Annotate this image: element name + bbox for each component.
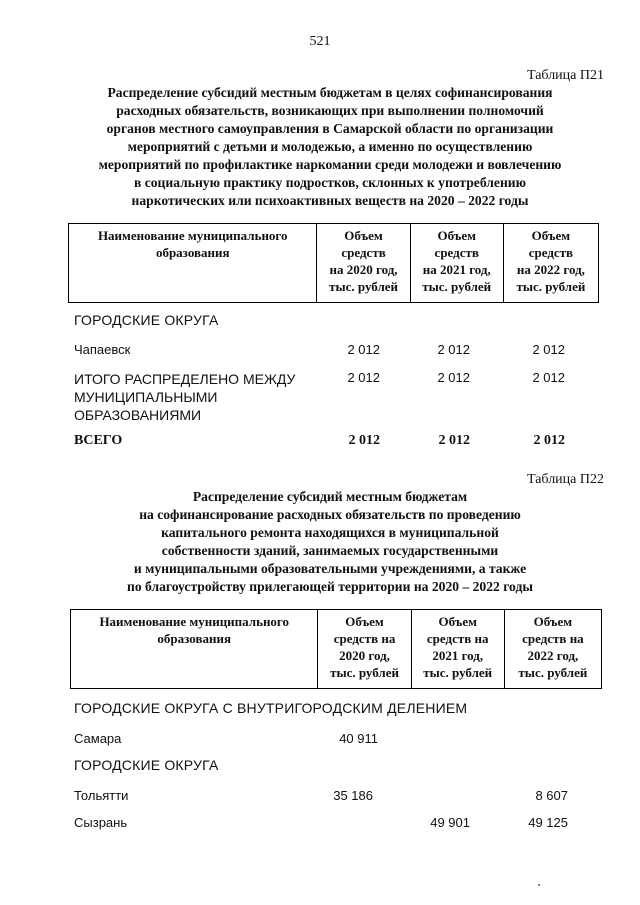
cell-2022: 8 607 xyxy=(535,788,568,803)
header-name: Наименование муниципального образования xyxy=(69,224,317,303)
title-line: наркотических или психоактивных веществ на 2020 – 2022 годы xyxy=(131,193,529,208)
row-name-samara: Самара xyxy=(74,731,122,746)
cell-2021: 2 012 xyxy=(438,433,470,448)
cell-2021: 2 012 xyxy=(437,342,470,357)
header-name: Наименование муниципального образования xyxy=(71,610,318,689)
cell-2020: 40 911 xyxy=(339,731,378,746)
table-label-p22: Таблица П22 xyxy=(527,472,604,487)
title-line: органов местного самоуправления в Самарской области по организации xyxy=(106,121,554,136)
header-2020: Объем средств на 2020 год, тыс. рублей xyxy=(318,610,411,689)
cell-2020: 35 186 xyxy=(333,788,373,803)
header-2021: Объем средств на 2021 год, тыс. рублей xyxy=(411,610,504,689)
section-header: ГОРОДСКИЕ ОКРУГА xyxy=(74,312,219,328)
scan-speck xyxy=(538,884,540,886)
row-name-total: ВСЕГО xyxy=(74,433,123,448)
title-line: Распределение субсидий местным бюджетам в целях софинансирования xyxy=(107,85,553,100)
title-line: в социальную практику подростков, склонных к употреблению xyxy=(133,175,527,190)
row-name-chapaevsk: Чапаевск xyxy=(74,342,131,357)
cell-2022: 2 012 xyxy=(532,342,565,357)
table-header-p21 xyxy=(68,223,599,303)
title-line: Распределение субсидий местным бюджетам xyxy=(192,489,468,504)
header-2022: Объем средств на 2022 год, тыс. рублей xyxy=(503,224,598,303)
table-header-p22 xyxy=(70,609,602,689)
cell-2020: 2 012 xyxy=(347,370,380,385)
cell-2021: 49 901 xyxy=(430,815,470,830)
page-number: 521 xyxy=(309,34,331,49)
table-label-p21: Таблица П21 xyxy=(527,68,604,83)
cell-2020: 2 012 xyxy=(347,342,380,357)
cell-2022: 2 012 xyxy=(533,433,565,448)
header-2022: Объем средств на 2022 год, тыс. рублей xyxy=(504,610,601,689)
section-header: ГОРОДСКИЕ ОКРУГА xyxy=(74,757,219,773)
cell-2022: 49 125 xyxy=(528,815,568,830)
row-name-togliatti: Тольятти xyxy=(74,788,129,803)
title-line: капитального ремонта находящихся в муниципальной xyxy=(161,525,499,540)
cell-2022: 2 012 xyxy=(532,370,565,385)
row-name-syzran: Сызрань xyxy=(74,815,128,830)
table-title-p22 xyxy=(60,488,600,596)
section-header: ГОРОДСКИЕ ОКРУГА С ВНУТРИГОРОДСКИМ ДЕЛЕНИЕМ xyxy=(74,700,468,716)
title-line: по благоустройству прилегающей территории на 2020 – 2022 годы xyxy=(127,579,533,594)
title-line: и муниципальными образовательными учреждениями, а также xyxy=(133,561,527,576)
title-line: собственности зданий, занимаемых государственными xyxy=(161,543,499,558)
cell-2021: 2 012 xyxy=(437,370,470,385)
title-line: расходных обязательств, возникающих при выполнении полномочий xyxy=(116,103,544,118)
header-2020: Объем средств на 2020 год, тыс. рублей xyxy=(317,224,410,303)
row-name-total-distributed: ИТОГО РАСПРЕДЕЛЕНО МЕЖДУ МУНИЦИПАЛЬНЫМИ ОБРАЗОВАНИЯМИ xyxy=(74,371,296,423)
cell-2020: 2 012 xyxy=(348,433,380,448)
title-line: на софинансирование расходных обязательств по проведению xyxy=(139,507,521,522)
title-line: мероприятий с детьми и молодежью, а именно по осуществлению xyxy=(127,139,533,154)
table-title-p21 xyxy=(60,84,600,210)
header-2021: Объем средств на 2021 год, тыс. рублей xyxy=(410,224,503,303)
title-line: мероприятий по профилактике наркомании среди молодежи и вовлечению xyxy=(98,157,562,172)
